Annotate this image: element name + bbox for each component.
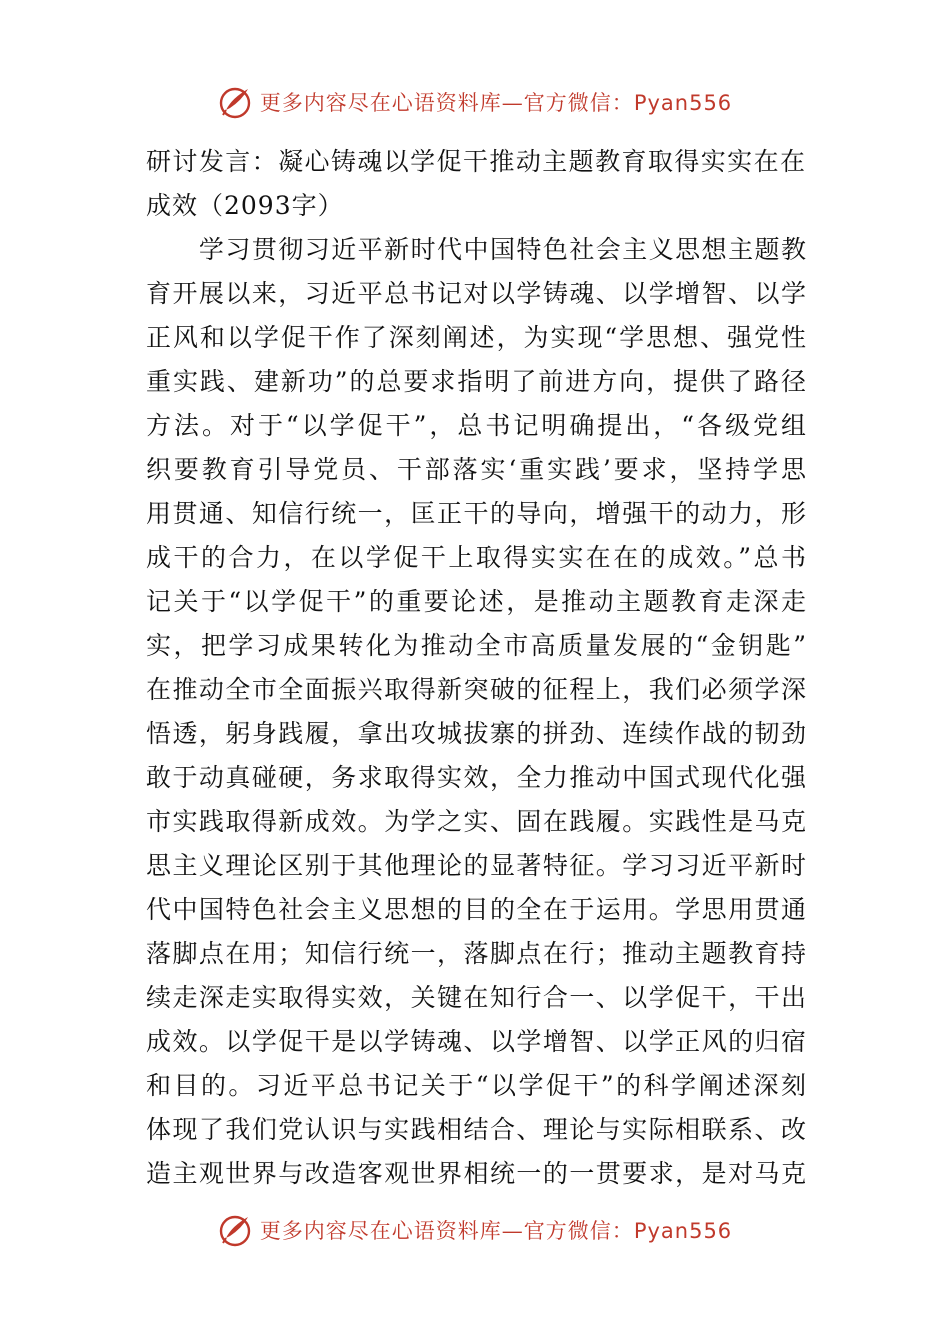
text-line: 育开展以来，习近平总书记对以学铸魂、以学增智、以学	[146, 279, 806, 308]
text-line: 记关于“以学促干”的重要论述，是推动主题教育走深走	[146, 587, 806, 616]
wechat-id: Pyan556	[633, 91, 733, 115]
quill-logo-icon	[218, 1212, 254, 1248]
text-line: 造主观世界与改造客观世界相统一的一贯要求，是对马克	[146, 1159, 806, 1188]
text-line: 体现了我们党认识与实践相结合、理论与实际相联系、改	[146, 1115, 806, 1144]
quill-logo-icon	[218, 84, 254, 120]
banner-label: 更多内容尽在心语资料库—官方微信：	[259, 1219, 634, 1243]
title-line: 研讨发言：凝心铸魂以学促干推动主题教育取得实实在在	[146, 147, 806, 176]
text-line: 实，把学习成果转化为推动全市高质量发展的“金钥匙”	[146, 631, 806, 660]
text-line: 代中国特色社会主义思想的目的全在于运用。学思用贯通	[146, 895, 806, 924]
text-line: 用贯通、知信行统一，匡正干的导向，增强干的动力，形	[146, 499, 806, 528]
wechat-id: Pyan556	[633, 1219, 733, 1243]
text-line: 落脚点在用；知信行统一，落脚点在行；推动主题教育持	[146, 939, 806, 968]
document-title	[146, 140, 806, 228]
text-line: 续走深走实取得实效，关键在知行合一、以学促干，干出	[146, 983, 806, 1012]
text-line: 学习贯彻习近平新时代中国特色社会主义思想主题教	[146, 235, 806, 264]
paragraph	[146, 228, 806, 1196]
document-body	[146, 140, 806, 1196]
banner-label: 更多内容尽在心语资料库—官方微信：	[259, 91, 634, 115]
text-line: 重实践、建新功”的总要求指明了前进方向，提供了路径	[146, 367, 806, 396]
text-line: 在推动全市全面振兴取得新突破的征程上，我们必须学深	[146, 675, 806, 704]
title-line: 成效（2093字）	[146, 191, 344, 220]
text-line: 正风和以学促干作了深刻阐述，为实现“学思想、强党性	[146, 323, 806, 352]
footer-banner	[0, 1208, 950, 1252]
text-line: 成效。以学促干是以学铸魂、以学增智、以学正风的归宿	[146, 1027, 806, 1056]
text-line: 织要教育引导党员、干部落实‘重实践’要求，坚持学思	[146, 455, 806, 484]
text-line: 成干的合力，在以学促干上取得实实在在的成效。”总书	[146, 543, 806, 572]
text-line: 和目的。习近平总书记关于“以学促干”的科学阐述深刻	[146, 1071, 806, 1100]
header-banner	[0, 80, 950, 124]
text-line: 方法。对于“以学促干”，总书记明确提出，“各级党组	[146, 411, 806, 440]
text-line: 思主义理论区别于其他理论的显著特征。学习习近平新时	[146, 851, 806, 880]
banner-text	[260, 87, 732, 117]
text-line: 悟透，躬身践履，拿出攻城拔寨的拼劲、连续作战的韧劲	[146, 719, 806, 748]
banner-text	[260, 1215, 732, 1245]
text-line: 敢于动真碰硬，务求取得实效，全力推动中国式现代化强	[146, 763, 806, 792]
text-line: 市实践取得新成效。为学之实、固在践履。实践性是马克	[146, 807, 806, 836]
